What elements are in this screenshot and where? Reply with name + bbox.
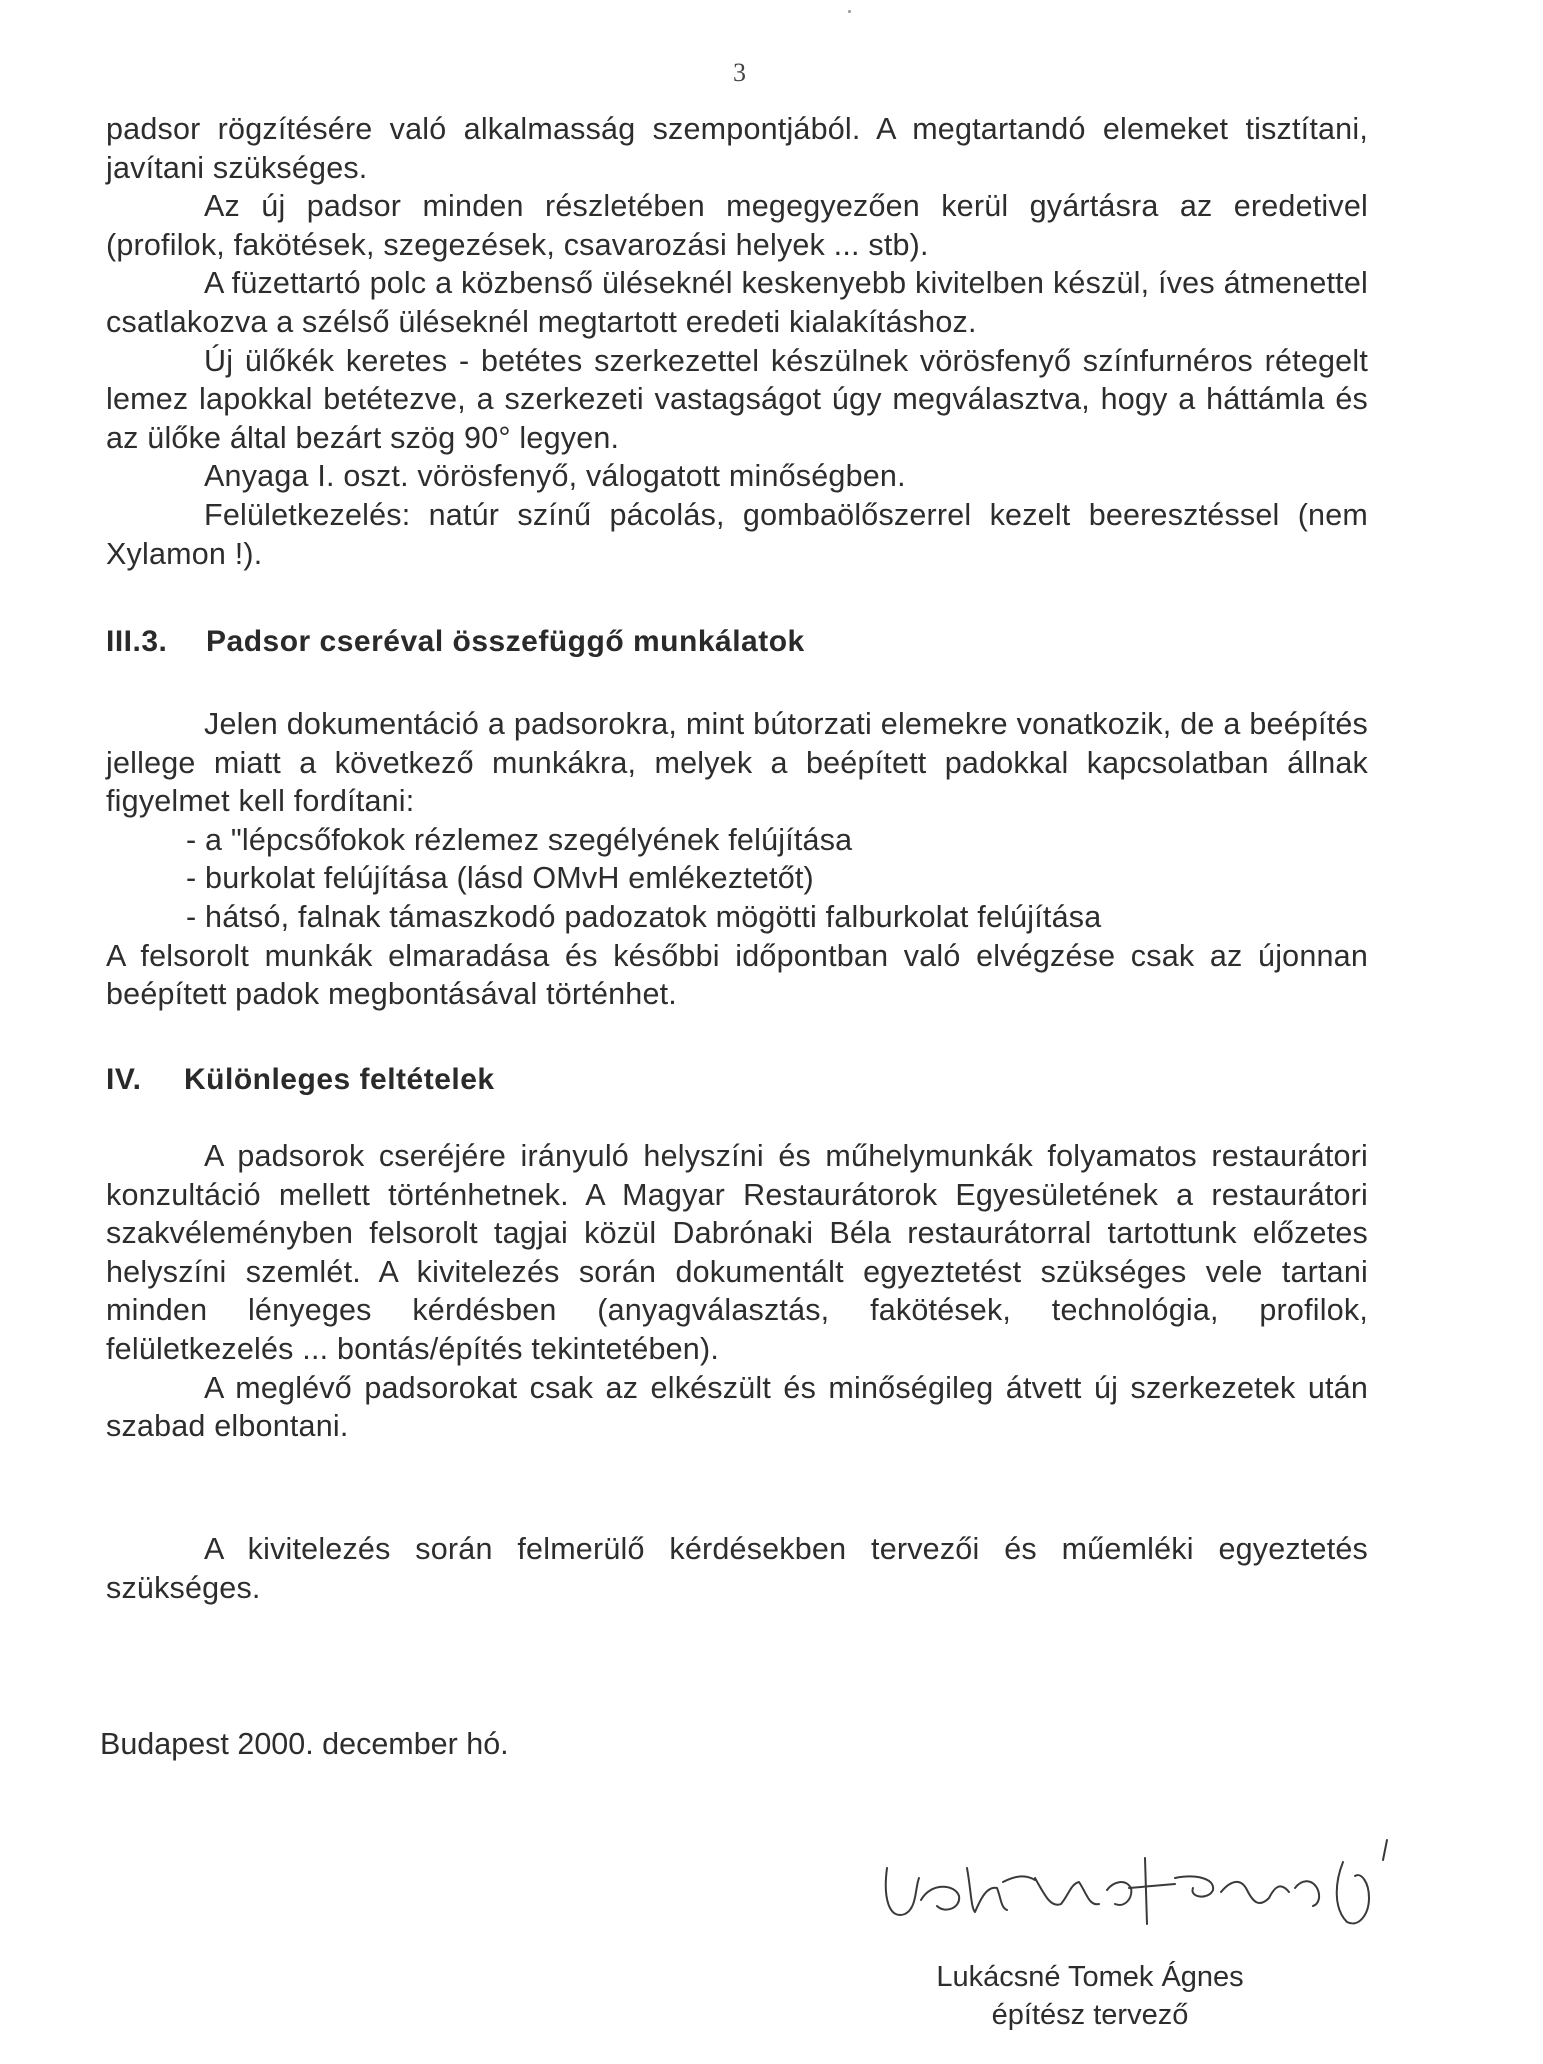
handwritten-signature xyxy=(875,1838,1415,1938)
paragraph: A felsorolt munkák elmaradása és későbbi időpontban való elvégzése csak az újonnan beépített padok megbontásával történhet. xyxy=(106,938,1368,1012)
intro-text xyxy=(106,110,1368,573)
signer-title: építész tervező xyxy=(991,1999,1189,2031)
page-number: 3 xyxy=(733,58,746,87)
section-number: IV. xyxy=(106,1063,142,1096)
section-iii3-body xyxy=(106,705,1368,1014)
signer-block xyxy=(880,1958,1300,2034)
paragraph: Az új padsor minden részletében megegyezően kerül gyártásra az eredetivel (profilok, fakötések, szegezések, csavarozási helyek ... stb). xyxy=(106,189,1368,262)
paragraph: A kivitelezés során felmerülő kérdésekben tervezői és műemléki egyeztetés szükséges. xyxy=(106,1532,1368,1605)
paragraph: padsor rögzítésére való alkalmasság szempontjából. A megtartandó elemeket tisztítani, javítani szükséges. xyxy=(106,112,1368,185)
paragraph: Anyaga I. oszt. vörösfenyő, válogatott minőségben. xyxy=(204,459,906,494)
paragraph: Felületkezelés: natúr színű pácolás, gombaölőszerrel kezelt beeresztéssel (nem Xylamon !). xyxy=(106,497,1368,571)
section-iv-final xyxy=(106,1530,1368,1607)
paragraph: Jelen dokumentáció a padsorokra, mint bútorzati elemekre vonatkozik, de a beépítés jellege miatt a következő munkákra, melyek a beépített padokkal kapcsolatban állnak figyelmet kell fordítani: xyxy=(106,707,1368,819)
section-heading-iii3 xyxy=(106,625,805,659)
section-heading-iv xyxy=(106,1063,495,1097)
paragraph: A padsorok cseréjére irányuló helyszíni és műhelymunkák folyamatos restaurátori konzultáció mellett történhetnek. A Magyar Restaurátorok Egyesületének a restaurátori szakvéleményben felsorolt tagjai közül Dabrónaki Béla restaurátorral tartottunk előzetes helyszíni szemlét. A kivitelezés során dokumentált egyeztetést szükséges vele tartani minden lényeges kérdésben (anyagválasztás, fakötések, technológia, profilok, felületkezelés ... bontás/építés tekintetében). xyxy=(106,1139,1368,1366)
scan-speck xyxy=(848,10,851,13)
list-item: - burkolat felújítása (lásd OMvH emlékeztetőt) xyxy=(186,861,814,896)
paragraph: A füzettartó polc a közbenső üléseknél keskenyebb kivitelben készül, íves átmenettel csatlakozva a szélső üléseknél megtartott eredeti kialakításhoz. xyxy=(106,266,1368,339)
section-iv-body xyxy=(106,1137,1368,1446)
section-number: III.3. xyxy=(106,625,168,658)
list-item: - a "lépcsőfokok rézlemez szegélyének felújítása xyxy=(186,822,853,857)
signer-name: Lukácsné Tomek Ágnes xyxy=(936,1961,1244,1993)
paragraph: A meglévő padsorokat csak az elkészült és minőségileg átvett új szerkezetek után szabad elbontani. xyxy=(106,1370,1368,1444)
list-item: - hátsó, falnak támaszkodó padozatok mögötti falburkolat felújítása xyxy=(186,899,1102,934)
section-title: Padsor cseréval összefüggő munkálatok xyxy=(206,625,805,658)
paragraph: Új ülőkék keretes - betétes szerkezettel készülnek vörösfenyő színfurnéros rétegelt lemez lapokkal betétezve, a szerkezeti vastagságot úgy megválasztva, hogy a háttámla és az ülőke által bezárt szög 90° legyen. xyxy=(106,343,1368,455)
document-date: Budapest 2000. december hó. xyxy=(100,1727,509,1761)
section-title: Különleges feltételek xyxy=(184,1063,495,1096)
